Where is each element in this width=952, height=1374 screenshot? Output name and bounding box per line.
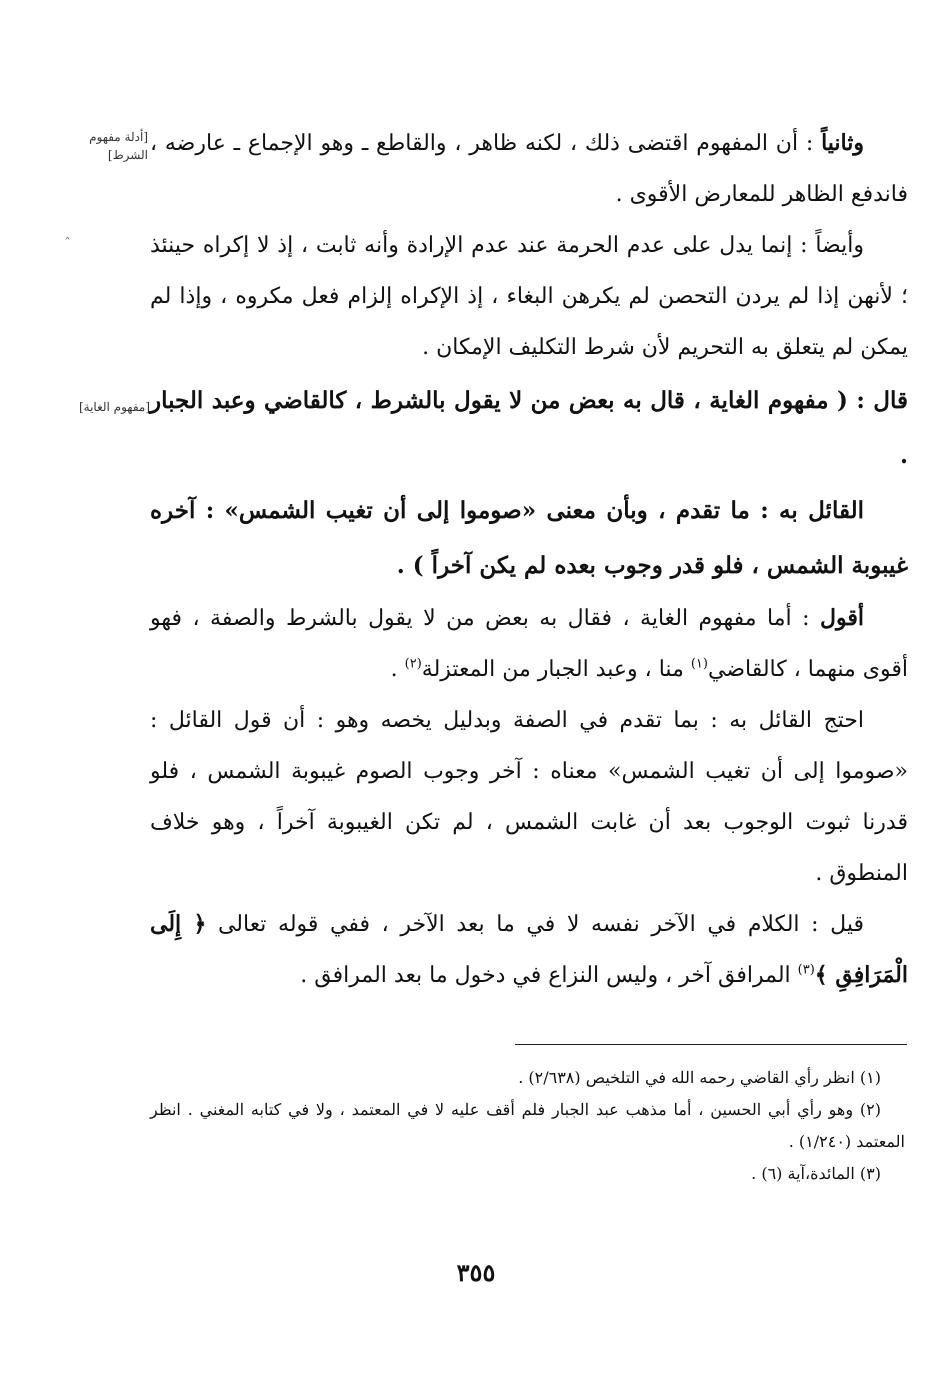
paragraph-text: منا ، وعبد الجبار من المعتزلة	[421, 657, 691, 682]
footnote-ref-1[interactable]: (١)	[690, 656, 708, 672]
margin-note-condition: [أدلة مفهوم الشرط]	[89, 130, 148, 162]
paragraph-quote-goal: قال : ( مفهوم الغاية ، قال به بعض من لا يقول بالشرط ، كالقاضي وعبد الجبار .	[150, 387, 908, 469]
paragraph-objection	[150, 899, 908, 1001]
paragraph-argument: احتج القائل به : بما تقدم في الصفة وبدليل يخصه وهو : أن قول القائل : «صوموا إلى أن تغيب الشمس» معناه : آخر وجوب الصوم غيبوبة الشمس ، فلو قدرنا ثبوت الوجوب بعد أن غابت الشمس ، لم تكن الغيبوبة آخراً ، وهو خلاف المنطوق .	[150, 708, 908, 886]
paragraph-lead: وثانياً	[821, 130, 864, 156]
margin-note-goal: [مفهوم الغاية]	[78, 400, 150, 414]
main-text	[150, 118, 908, 1001]
paragraph-also: وأيضاً : إنما يدل على عدم الحرمة عند عدم الإرادة وأنه ثابت ، إذ لا إكراه حينئذ ؛ لأنهن إذا لم يردن التحصن لم يكرهن البغاء ، إذ الإكراه إلزام فعل مكروه ، وإذا لم يمكن لم يتعلق به التحريم لأن شرط التكليف الإمكان .	[150, 233, 908, 360]
page-number: ٣٥٥	[456, 1258, 496, 1287]
footnote-3: (٣) المائدة،آية (٦) .	[751, 1164, 881, 1183]
footnote-2: (٢) وهو رأي أبي الحسين ، أما مذهب عبد الجبار فلم أقف عليه لا في المعتمد ، ولا في كتابه المغني . انظر المعتمد (١/٢٤٠) .	[150, 1100, 905, 1151]
paragraph-text: .	[390, 657, 405, 682]
quran-verse: ﴿ إِلَى الْمَرَافِقِ ﴾	[150, 911, 908, 988]
paragraph-i-say	[150, 593, 908, 695]
paragraph-text: : أن المفهوم اقتضى ذلك ، لكنه ظاهر ، والقاطع ـ وهو الإجماع ـ عارضه ، فاندفع الظاهر للمعارض الأقوى .	[150, 131, 908, 207]
paragraph-text: قيل : الكلام في الآخر نفسه لا في ما بعد الآخر ، ففي قوله تعالى	[206, 912, 864, 937]
paragraph-text: : أما مفهوم الغاية ، فقال به بعض من لا يقول بالشرط والصفة ، فهو أقوى منهما ، كالقاضي	[150, 606, 908, 682]
footnote-1: (١) انظر رأي القاضي رحمه الله في التلخيص (٢/٦٣٨) .	[518, 1068, 881, 1087]
paragraph-quote-proponent: القائل به : ما تقدم ، وبأن معنى «صوموا إلى أن تغيب الشمس» : آخره غيبوبة الشمس ، فلو قدر وجوب بعده لم يكن آخراً ) .	[150, 497, 908, 579]
footnote-ref-2[interactable]: (٢)	[404, 656, 422, 672]
footnote-ref-3[interactable]: (٣)	[797, 962, 815, 978]
footnotes	[150, 1062, 905, 1190]
paragraph-lead: أقول	[820, 605, 864, 631]
paragraph-secondly	[150, 118, 908, 220]
footnote-divider	[515, 1044, 907, 1045]
paragraph-text: المرافق آخر ، وليس النزاع في دخول ما بعد المرافق .	[300, 963, 798, 988]
margin-tick-mark: ˆ	[64, 236, 71, 252]
